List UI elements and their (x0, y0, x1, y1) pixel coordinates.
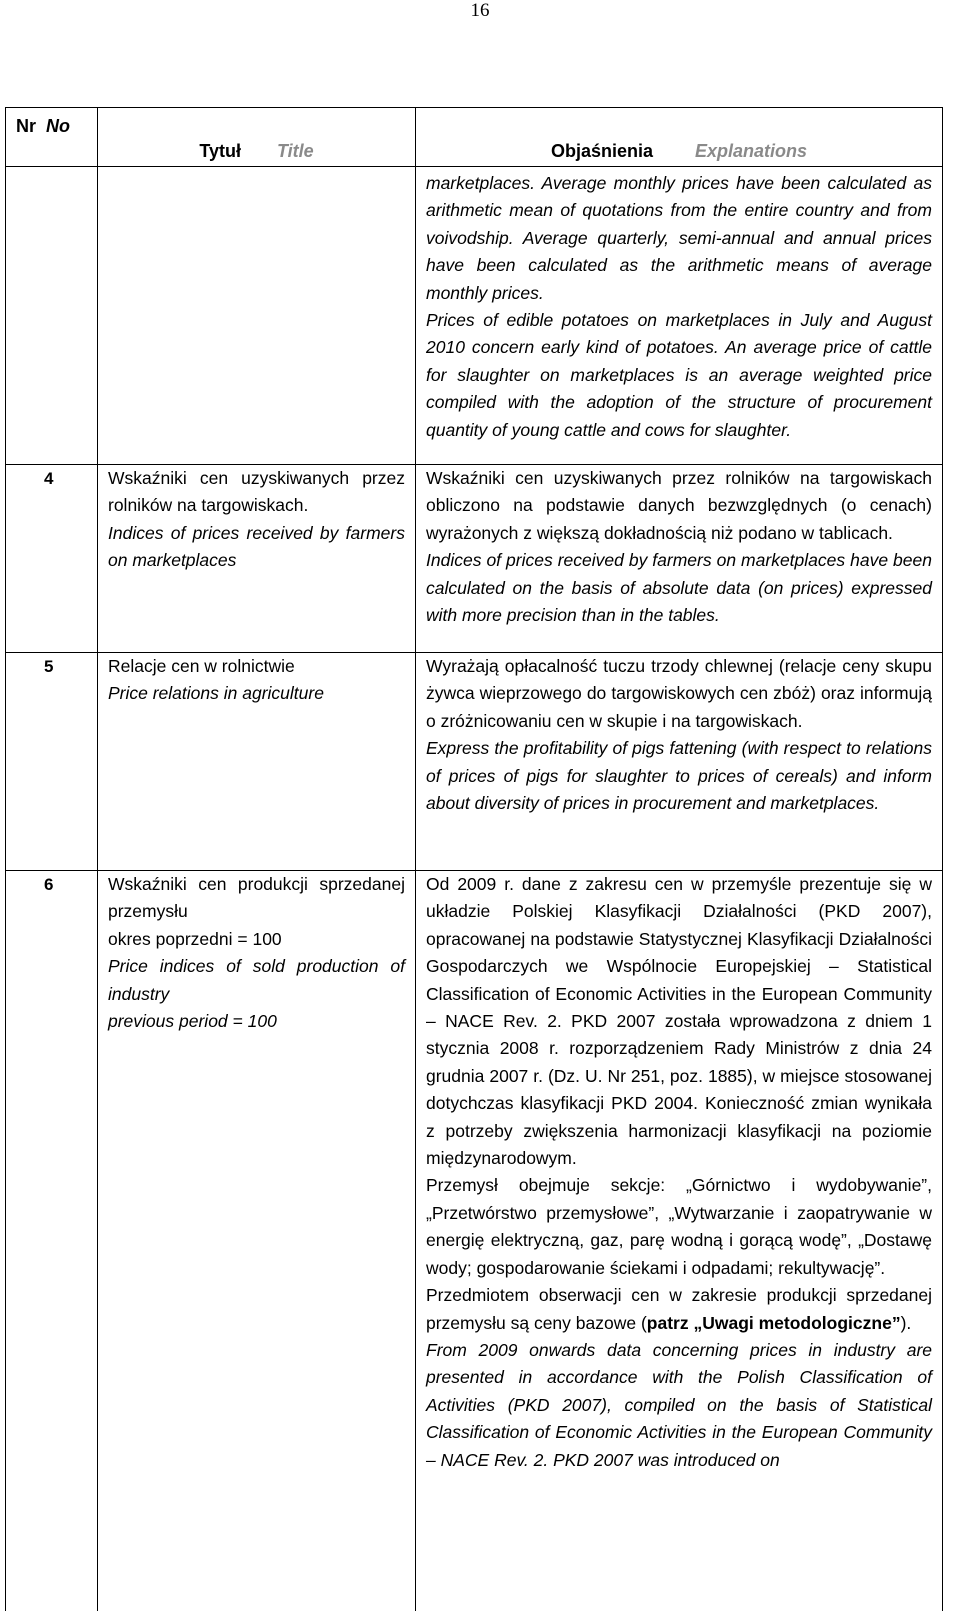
table-row-continuation (6, 167, 943, 465)
explanation-pl: Wyrażają opłacalność tuczu trzody chlewnej (relacje ceny skupu żywca wieprzowego do targowiskowych cen zbóż) oraz informują o zróżnicowaniu cen w skupie i na targowiskach. (426, 656, 932, 731)
header-explanations (416, 108, 943, 167)
header-title (98, 108, 416, 167)
title-pl-base: okres poprzedni = 100 (108, 928, 282, 949)
row-title-cell (98, 871, 416, 1611)
explanation-pl: Od 2009 r. dane z zakresu cen w przemyśle prezentuje się w układzie Polskiej Klasyfikacji Działalności (PKD 2007), opracowanej na podstawie Statystycznej Klasyfikacji Działalności Gospodarczych we Wspólnocie Europejskiej – Statistical Classification of Economic Activities in the European Community – NACE Rev. 2. PKD 2007 została wprowadzona z dniem 1 stycznia 2008 r. rozporządzeniem Rady Ministrów z dnia 24 grudnia 2007 r. (Dz. U. Nr 251, poz. 1885), w miejsce stosowanej dotychczas klasyfikacji PKD 2004. Konieczność zmian wynikała z potrzeby zwiększenia harmonizacji klasyfikacji na poziomie międzynarodowym. (426, 874, 932, 1169)
table-row (6, 871, 943, 1611)
row-number: 6 (6, 871, 98, 1611)
header-number (6, 108, 98, 167)
methodology-reference: patrz „Uwagi metodologiczne” (646, 1312, 901, 1333)
title-en: Indices of prices received by farmers on marketplaces (108, 522, 405, 571)
explanation-pl: Przemysł obejmuje sekcje: „Górnictwo i wydobywanie”, „Przetwórstwo przemysłowe”, „Wytwarzanie i zaopatrywanie w energię elektryczną, gaz, parę wodną i gorącą wodę”, „Dostawę wody; gospodarowanie ściekami i odpadami; rekultywację”. (426, 1175, 932, 1278)
row-explanation-cell (416, 465, 943, 653)
row-number-cell (6, 167, 98, 465)
explanation-en: Prices of edible potatoes on marketplaces in July and August 2010 concern early kind of potatoes. An average price of cattle for slaughter on marketplaces is an average weighted price compiled with the adoption of the structure of procurement quantity of young cattle and cows for slaughter. (426, 310, 932, 440)
table-row (6, 465, 943, 653)
title-pl: Relacje cen w rolnictwie (108, 656, 295, 676)
row-explanation-cell (416, 167, 943, 465)
row-title-cell (98, 465, 416, 653)
header-number-pl: Nr (16, 116, 37, 136)
header-title-en: Title (276, 141, 314, 161)
explanation-en: marketplaces. Average monthly prices have been calculated as arithmetic mean of quotations from the entire country and from voivodship. Average quarterly, semi-annual and annual prices have been calculated as the arithmetic means of average monthly prices. (426, 173, 932, 303)
page-number: 16 (470, 0, 490, 21)
explanation-en: From 2009 onwards data concerning prices in industry are presented in accordance with the Polish Classification of Activities (PKD 2007), compiled on the basis of Statistical Classification of Economic Activities in the European Community – NACE Rev. 2. PKD 2007 was introduced on (426, 1339, 932, 1470)
header-explanations-en: Explanations (695, 141, 808, 161)
row-title-cell (98, 653, 416, 871)
row-title-cell (98, 167, 416, 465)
explanation-pl-text: ). (900, 1312, 912, 1333)
row-explanation-cell (416, 871, 943, 1611)
title-pl: Wskaźniki cen produkcji sprzedanej przemysłu (108, 874, 405, 922)
title-en-base: previous period = 100 (108, 1011, 277, 1032)
explanation-en: Indices of prices received by farmers on marketplaces have been calculated on the basis of absolute data (on prices) expressed with more precision than in the tables. (426, 550, 932, 626)
row-explanation-cell (416, 653, 943, 871)
header-explanations-pl: Objaśnienia (550, 141, 653, 161)
table-header-row (6, 108, 943, 167)
title-pl: Wskaźniki cen uzyskiwanych przez rolników na targowiskach. (108, 468, 405, 516)
table-row (6, 653, 943, 871)
explanations-table (5, 107, 943, 1611)
explanation-pl-text: Przedmiotem obserwacji cen w zakresie produkcji sprzedanej przemysłu są ceny bazowe ( (426, 1285, 932, 1333)
explanation-en: Express the profitability of pigs fattening (with respect to relations of prices of pigs for slaughter to prices of cereals) and inform about diversity of prices in procurement and marketplaces. (426, 738, 932, 814)
header-number-en: No (46, 116, 71, 136)
explanation-pl (426, 1282, 932, 1337)
header-title-pl: Tytuł (199, 141, 241, 161)
title-en: Price indices of sold production of industry (108, 956, 405, 1004)
row-number: 5 (6, 653, 98, 871)
explanation-pl: Wskaźniki cen uzyskiwanych przez rolników na targowiskach obliczono na podstawie danych bezwzględnych (o cenach) wyrażonych z większą dokładnością niż podano w tablicach. (426, 468, 932, 543)
row-number: 4 (6, 465, 98, 653)
title-en: Price relations in agriculture (108, 683, 324, 704)
